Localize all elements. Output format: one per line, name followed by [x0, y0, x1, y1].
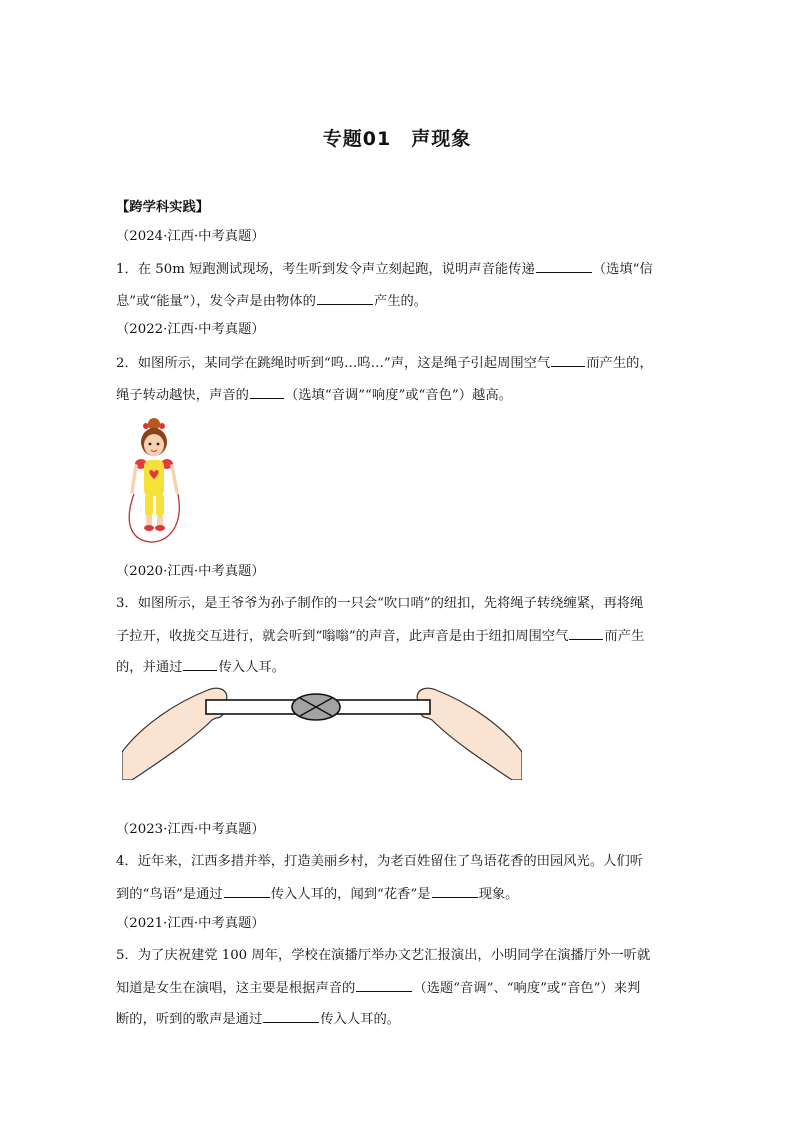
q1-source: （2024·江西·中考真题）	[116, 229, 265, 244]
answer-blank[interactable]	[536, 258, 592, 273]
q5-text-2b: （选题“音调”、“响度”或“音色”）来判	[413, 981, 641, 996]
q5-line-3	[116, 1008, 686, 1030]
q5-text-3a: 断的，听到的歌声是通过	[116, 1012, 263, 1027]
q5-source: （2021·江西·中考真题）	[116, 916, 265, 931]
q3-text-3b: 传入人耳。	[218, 660, 285, 675]
q4-line-2	[116, 883, 686, 905]
q4-text-2b: 传入人耳的，闻到“花香”是	[270, 887, 431, 902]
button-whistle-figure	[122, 680, 522, 780]
section-heading: 【跨学科实践】	[116, 200, 210, 215]
answer-blank[interactable]	[356, 977, 412, 992]
q3-line-3	[116, 656, 686, 678]
q4-text-2c: 现象。	[478, 887, 519, 902]
q3-line-1: 3．如图所示，是王爷爷为孙子制作的一只会“吹口哨”的纽扣，先将绳子转绕缠紧，再将绳	[116, 596, 644, 611]
q4-text-2a: 到的“鸟语”是通过	[116, 887, 223, 902]
q1-text-2a: 息”或“能量”），发令声是由物体的	[116, 294, 316, 309]
q5-line-1: 5．为了庆祝建党 100 周年，学校在演播厅举办文艺汇报演出，小明同学在演播厅外一听就	[116, 948, 651, 963]
q1-text-1b: （选填“信	[592, 262, 653, 277]
q5-text-2a: 知道是女生在演唱，这主要是根据声音的	[116, 981, 356, 996]
q1-text-2b: 产生的。	[373, 294, 428, 309]
q3-line-2	[116, 625, 686, 647]
q4-line-1: 4．近年来，江西多措并举，打造美丽乡村，为老百姓留住了鸟语花香的田园风光。人们听	[116, 854, 644, 869]
answer-blank[interactable]	[183, 656, 217, 671]
q3-text-3a: 的，并通过	[116, 660, 183, 675]
q2-text-2a: 绳子转动越快，声音的	[116, 388, 249, 403]
page-title: 专题01 声现象	[322, 128, 472, 150]
q3-text-2b: 而产生	[604, 629, 645, 644]
q2-line-2	[116, 384, 686, 406]
q1-line-1	[116, 258, 686, 280]
q1-text-1a: 1．在 50m 短跑测试现场，考生听到发令声立刻起跑，说明声音能传递	[116, 262, 535, 277]
q2-text-1a: 2．如图所示，某同学在跳绳时听到“呜…呜…”声，这是绳子引起周围空气	[116, 356, 551, 371]
q5-line-2	[116, 977, 686, 999]
answer-blank[interactable]	[432, 883, 478, 898]
answer-blank[interactable]	[569, 625, 603, 640]
q3-source: （2020·江西·中考真题）	[116, 564, 265, 579]
q1-line-2	[116, 290, 686, 312]
answer-blank[interactable]	[263, 1008, 319, 1023]
answer-blank[interactable]	[224, 883, 270, 898]
q2-source: （2022·江西·中考真题）	[116, 322, 265, 337]
answer-blank[interactable]	[317, 290, 373, 305]
answer-blank[interactable]	[551, 352, 585, 367]
jump-rope-girl-figure	[120, 416, 190, 546]
q5-text-3b: 传入人耳的。	[320, 1012, 401, 1027]
q4-source: （2023·江西·中考真题）	[116, 822, 265, 837]
answer-blank[interactable]	[250, 384, 284, 399]
q2-text-2b: （选填“音调”“响度”或“音色”）越高。	[284, 388, 512, 403]
q2-line-1	[116, 352, 686, 374]
q2-text-1b: 而产生的，	[586, 356, 653, 371]
q3-text-2a: 子拉开，收拢交互进行，就会听到“嗡嗡”的声音，此声音是由于纽扣周围空气	[116, 629, 569, 644]
